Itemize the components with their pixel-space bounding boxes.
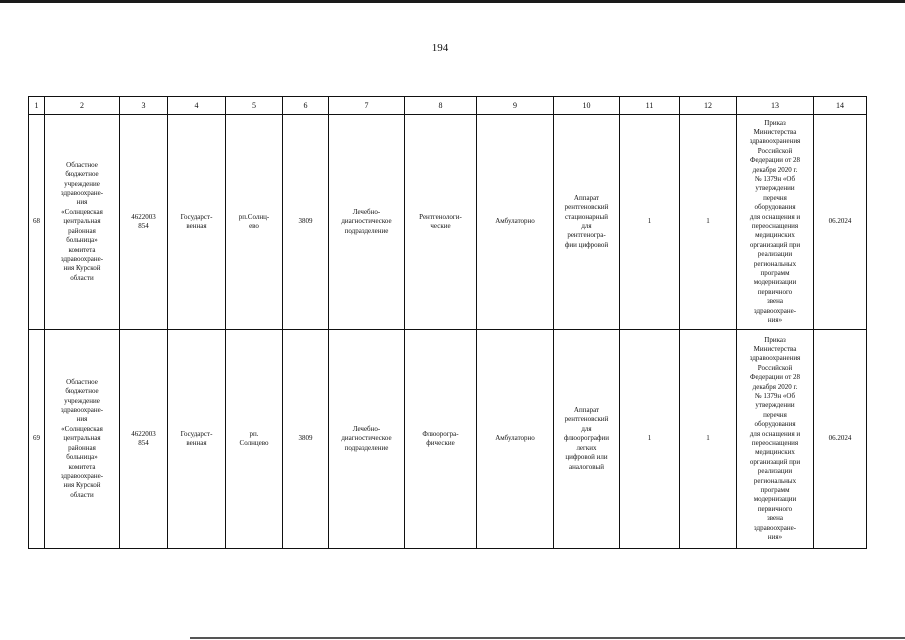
- date-cell: 06.2024: [814, 330, 867, 549]
- header-cell: 14: [814, 97, 867, 115]
- table-header-row: [29, 97, 867, 115]
- department-cell: Рентгенологи- ческие: [405, 115, 477, 330]
- division-cell: Лечебно- диагностическое подразделение: [329, 115, 405, 330]
- quantity-cell: 1: [680, 115, 737, 330]
- row-number-cell: 68: [29, 115, 45, 330]
- quantity-cell: 1: [620, 330, 680, 549]
- header-cell: 11: [620, 97, 680, 115]
- header-cell: 8: [405, 97, 477, 115]
- code-cell: 4622003 854: [120, 115, 168, 330]
- scan-bottom-line: [190, 637, 905, 639]
- header-cell: 4: [168, 97, 226, 115]
- header-cell: 13: [737, 97, 814, 115]
- id-cell: 3809: [283, 115, 329, 330]
- organization-cell: Областное бюджетное учреждение здравоохране- ния «Солнцевская центральная районная больница» комитета здравоохране- ния Курской области: [45, 115, 120, 330]
- table-row: [29, 115, 867, 330]
- quantity-cell: 1: [620, 115, 680, 330]
- settlement-cell: рп.Солнц- ево: [226, 115, 283, 330]
- equipment-cell: Аппарат рентгеновский для флюорографии легких цифровой или аналоговый: [554, 330, 620, 549]
- order-cell: Приказ Министерства здравоохранения Российской Федерации от 28 декабря 2020 г. № 1379н «Об утверждении перечня оборудования для оснащения и переоснащения медицинских организаций при реализации региональных программ модернизации первичного звена здравоохране- ния»: [737, 115, 814, 330]
- code-cell: 4622003 854: [120, 330, 168, 549]
- id-cell: 3809: [283, 330, 329, 549]
- ownership-cell: Государст- венная: [168, 115, 226, 330]
- scan-top-border: [0, 0, 905, 3]
- care-type-cell: Амбулаторно: [477, 115, 554, 330]
- table-row: [29, 330, 867, 549]
- header-cell: 1: [29, 97, 45, 115]
- header-cell: 7: [329, 97, 405, 115]
- order-cell: Приказ Министерства здравоохранения Российской Федерации от 28 декабря 2020 г. № 1379н «Об утверждении перечня оборудования для оснащения и переоснащения медицинских организаций при реализации региональных программ модернизации первичного звена здравоохране- ния»: [737, 330, 814, 549]
- header-cell: 12: [680, 97, 737, 115]
- register-table: [28, 96, 867, 549]
- equipment-cell: Аппарат рентгеновский стационарный для рентгеногра- фии цифровой: [554, 115, 620, 330]
- header-cell: 10: [554, 97, 620, 115]
- organization-cell: Областное бюджетное учреждение здравоохране- ния «Солнцевская центральная районная больница» комитета здравоохране- ния Курской области: [45, 330, 120, 549]
- division-cell: Лечебно- диагностическое подразделение: [329, 330, 405, 549]
- page-number: 194: [431, 42, 449, 54]
- header-cell: 2: [45, 97, 120, 115]
- header-cell: 3: [120, 97, 168, 115]
- department-cell: Флюорогра- фические: [405, 330, 477, 549]
- header-cell: 5: [226, 97, 283, 115]
- quantity-cell: 1: [680, 330, 737, 549]
- row-number-cell: 69: [29, 330, 45, 549]
- care-type-cell: Амбулаторно: [477, 330, 554, 549]
- header-cell: 6: [283, 97, 329, 115]
- date-cell: 06.2024: [814, 115, 867, 330]
- header-cell: 9: [477, 97, 554, 115]
- ownership-cell: Государст- венная: [168, 330, 226, 549]
- settlement-cell: рп. Солнцево: [226, 330, 283, 549]
